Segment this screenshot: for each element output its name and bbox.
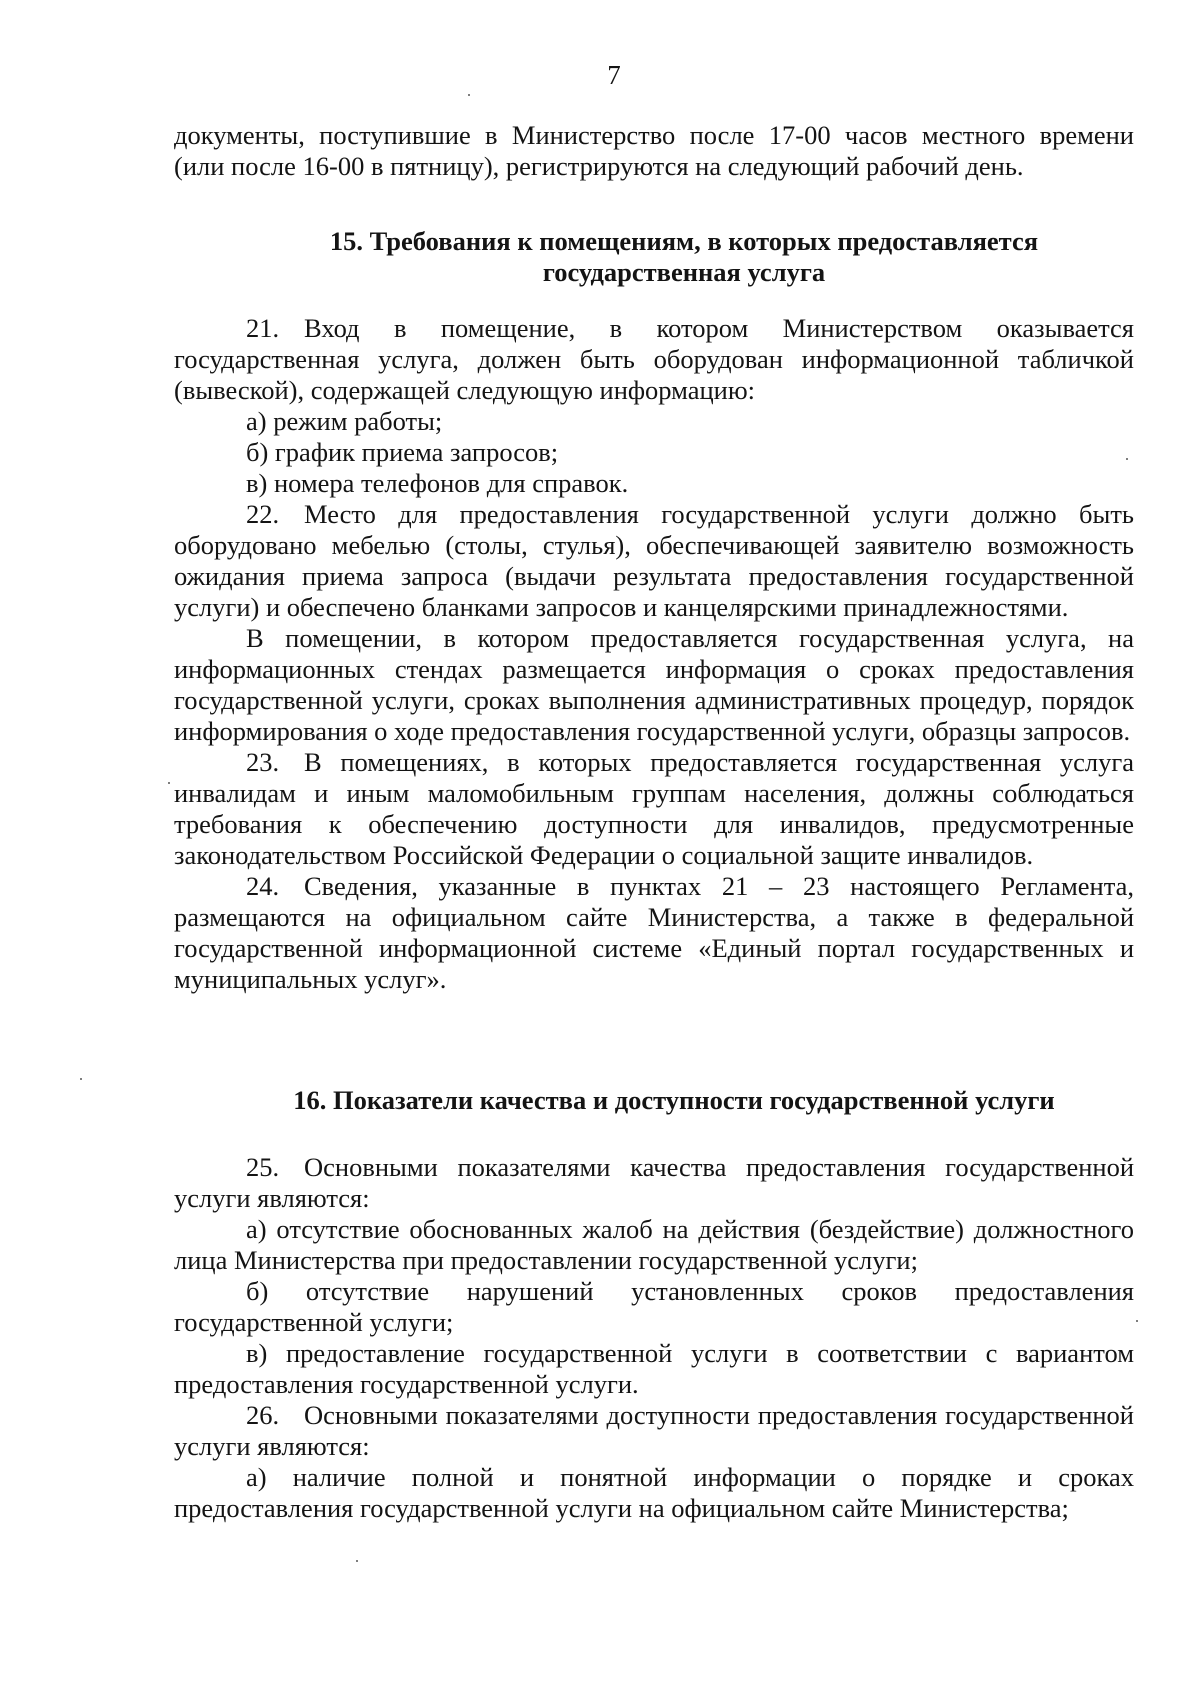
- paragraph-25-number: 25.: [246, 1152, 280, 1182]
- paragraph-22-continuation: В помещении, в котором предоставляется государственная услуга, на информационных стендах размещается информация о сроках предоставления государственной услуги, сроках выполнения административных процедур, порядок информирования о ходе предоставления государственной услуги, образцы запросов.: [174, 623, 1134, 746]
- paragraph-24: [174, 871, 1134, 995]
- section-16-body: [174, 1152, 1134, 1524]
- paragraph-25-item-b: б) отсутствие нарушений установленных сроков предоставления государственной услуги;: [174, 1276, 1134, 1337]
- paragraph-21-item-c: в) номера телефонов для справок.: [246, 468, 629, 498]
- page-number: 7: [607, 60, 621, 90]
- paragraph-21: [174, 313, 1134, 406]
- scan-speck: [80, 1078, 82, 1080]
- section-15-body: [174, 313, 1134, 995]
- paragraph-26-text: Основными показателями доступности предоставления государственной услуги являются:: [174, 1400, 1134, 1461]
- paragraph-22-number: 22.: [246, 499, 280, 529]
- scan-speck: [468, 94, 470, 96]
- paragraph-26-item-a: а) наличие полной и понятной информации о порядке и сроках предоставления государственной услуги на официальном сайте Министерства;: [174, 1462, 1134, 1523]
- paragraph-25-item-a: а) отсутствие обоснованных жалоб на действия (бездействие) должностного лица Министерства при предоставлении государственной услуги;: [174, 1214, 1134, 1275]
- paragraph-25-text: Основными показателями качества предоставления государственной услуги являются:: [174, 1152, 1134, 1213]
- paragraph-21-item-a: а) режим работы;: [246, 406, 443, 436]
- paragraph-23-number: 23.: [246, 747, 280, 777]
- paragraph-26-number: 26.: [246, 1400, 280, 1430]
- scan-speck: [356, 1560, 358, 1562]
- paragraph-24-text: Сведения, указанные в пунктах 21 – 23 настоящего Регламента, размещаются на официальном сайте Министерства, а также в федеральной государственной информационной системе «Единый портал государственных и муниципальных услуг».: [174, 871, 1134, 994]
- paragraph-25: [174, 1152, 1134, 1214]
- section-15-heading: [174, 226, 1134, 288]
- section-15-heading-line-1: 15. Требования к помещениям, в которых предоставляется: [329, 226, 1039, 256]
- scan-speck: [1126, 458, 1128, 460]
- paragraph-23: [174, 747, 1134, 871]
- paragraph-26: [174, 1400, 1134, 1462]
- section-15-heading-line-2: государственная услуга: [542, 257, 826, 287]
- paragraph-24-number: 24.: [246, 871, 280, 901]
- scan-speck: [1136, 1320, 1138, 1322]
- paragraph-25-item-c: в) предоставление государственной услуги в соответствии с вариантом предоставления государственной услуги.: [174, 1338, 1134, 1399]
- intro-line-1: документы, поступившие в Министерство после 17-00 часов местного времени: [174, 120, 1134, 150]
- paragraph-22: [174, 499, 1134, 623]
- intro-line-2: (или после 16-00 в пятницу), регистрируются на следующий рабочий день.: [174, 151, 1024, 181]
- paragraph-22-text: Место для предоставления государственной услуги должно быть оборудовано мебелью (столы, стулья), обеспечивающей заявителю возможность ожидания приема запроса (выдачи результата предоставления государственной услуги) и обеспечено бланками запросов и канцелярскими принадлежностями.: [174, 499, 1134, 622]
- paragraph-21-text: Вход в помещение, в котором Министерством оказывается государственная услуга, должен быть оборудован информационной табличкой (вывеской), содержащей следующую информацию:: [174, 313, 1134, 405]
- paragraph-21-number: 21.: [246, 313, 280, 343]
- section-16-heading: [174, 1085, 1134, 1116]
- intro-paragraph: [174, 120, 1134, 182]
- paragraph-21-item-b: б) график приема запросов;: [246, 437, 559, 467]
- scan-speck: [168, 782, 170, 784]
- paragraph-23-text: В помещениях, в которых предоставляется государственная услуга инвалидам и иным маломобильным группам населения, должны соблюдаться требования к обеспечению доступности для инвалидов, предусмотренные законодательством Российской Федерации о социальной защите инвалидов.: [174, 747, 1134, 870]
- section-16-heading-text: 16. Показатели качества и доступности государственной услуги: [293, 1085, 1055, 1115]
